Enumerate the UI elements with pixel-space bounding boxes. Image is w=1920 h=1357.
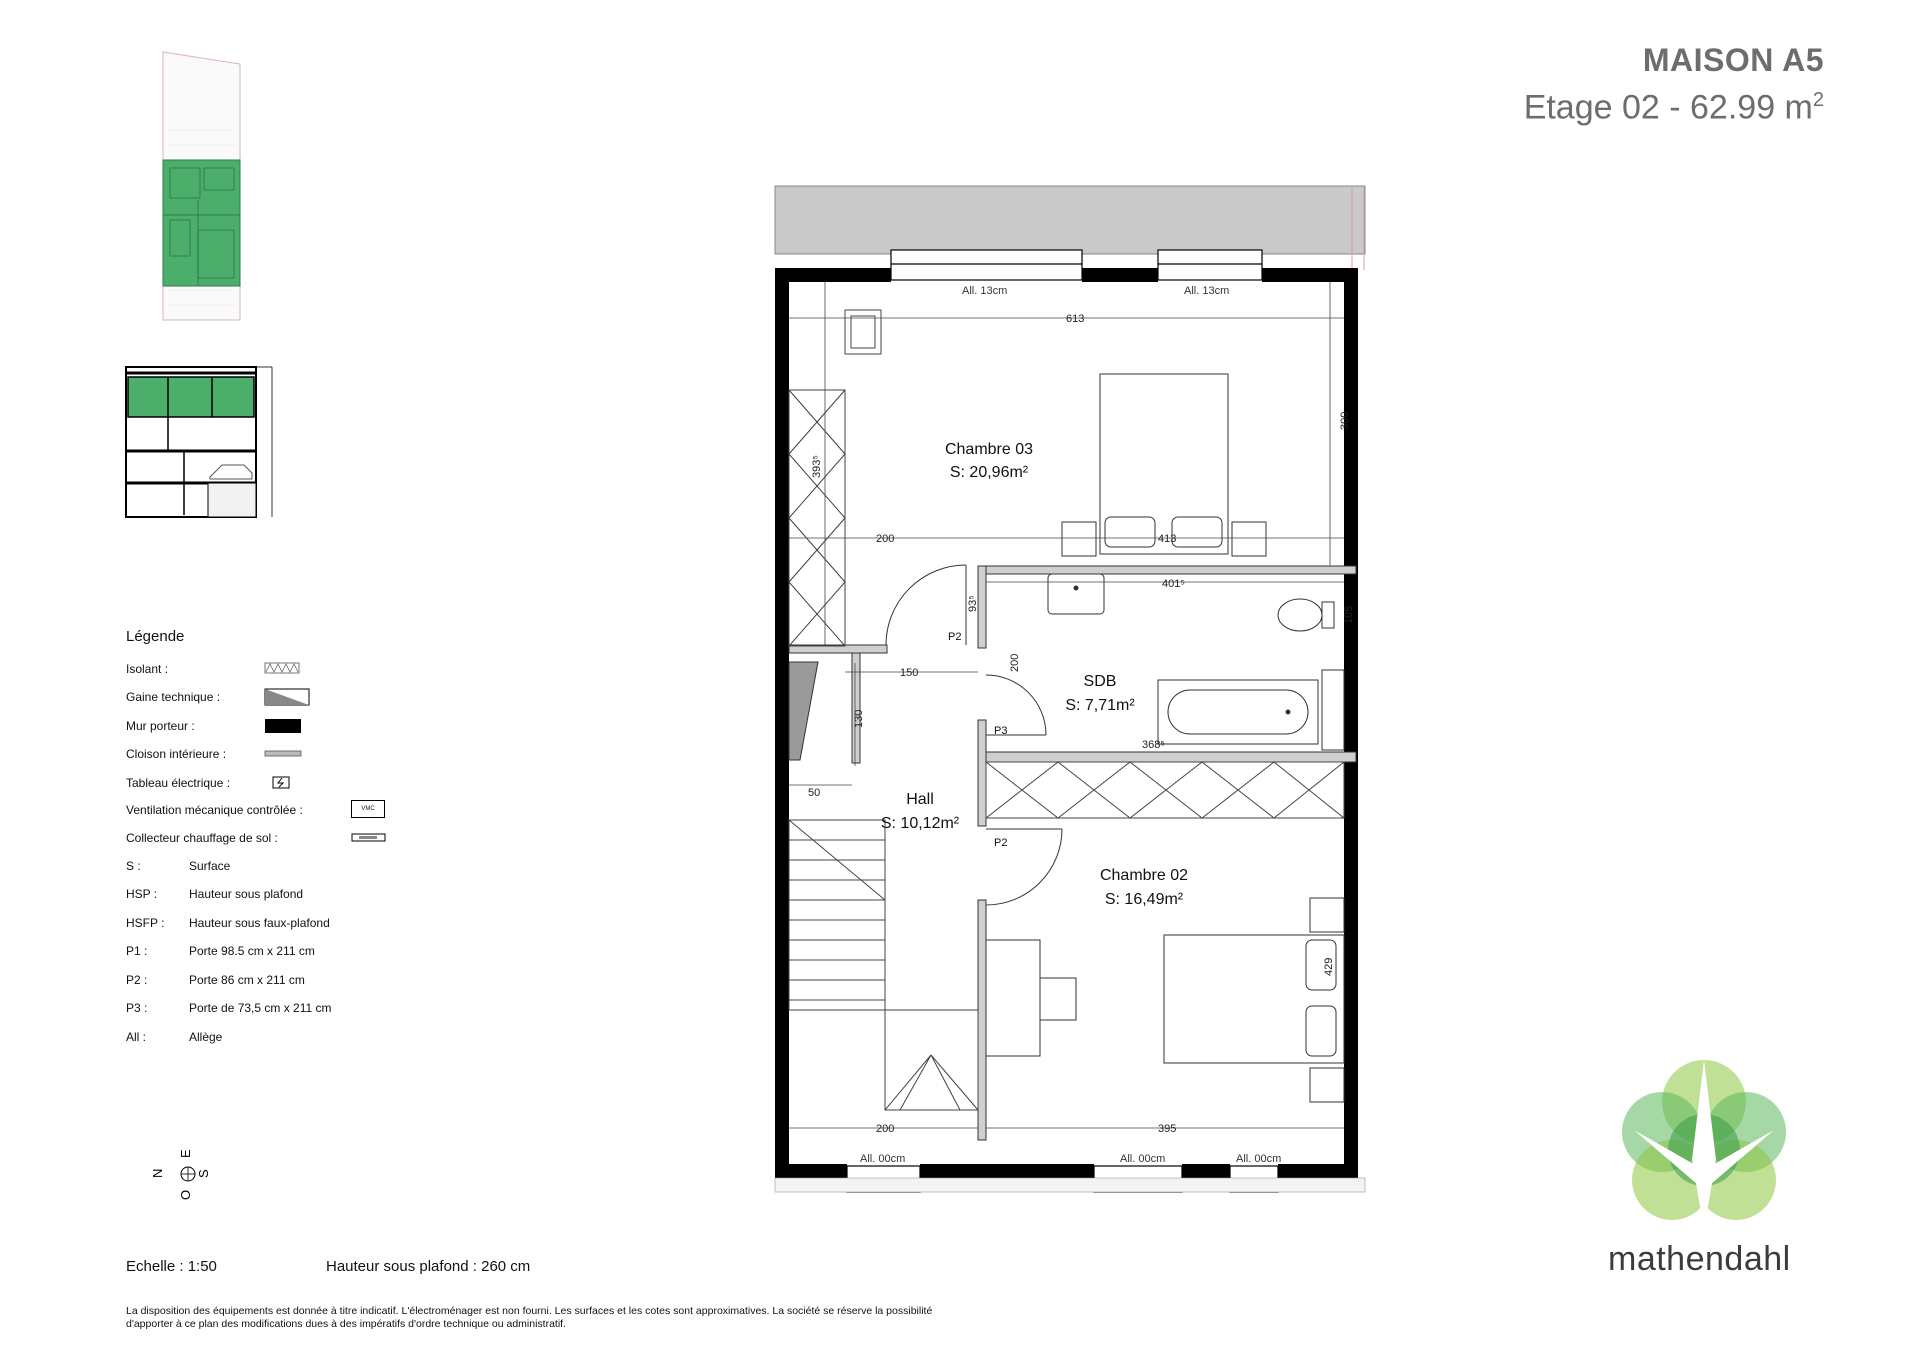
partition-walls [789, 566, 1356, 1140]
load-bearing-wall-icon [264, 718, 304, 734]
dim-label: 613 [1066, 313, 1085, 325]
stairs [789, 820, 978, 1110]
dim-label: 50 [808, 787, 821, 799]
wardrobe [789, 310, 881, 646]
legend-title: Légende [126, 628, 185, 645]
plan-title [1524, 40, 1824, 127]
dim-label: 395 [1158, 1123, 1177, 1135]
legend-item-tableau: Tableau électrique : [126, 776, 230, 790]
doors [886, 565, 1062, 905]
dim-label: 200 [1009, 653, 1021, 672]
legend-item-isolant: Isolant : [126, 662, 168, 676]
vmc-badge: VMC [351, 800, 385, 818]
toilet-icon [1278, 599, 1322, 631]
windows [847, 250, 1278, 1192]
legend-item-collecteur: Collecteur chauffage de sol : [126, 831, 278, 845]
dim-label: 105 [1343, 605, 1355, 624]
window-label: All. 00cm [860, 1153, 906, 1165]
disclaimer: La disposition des équipements est donnée à titre indicatif. L'électroménager est non fourni. Les surfaces et les cotes sont approximatives. La société se réserve la possibilité d'apporter à ce plan des modifications dues à des impératifs d'ordre technique ou administratif. [126, 1305, 933, 1330]
room-area-sdb: S: 7,71m² [1065, 697, 1135, 714]
dim-label: 300 [1339, 411, 1351, 430]
door-label: P2 [948, 631, 962, 643]
dim-label: 429 [1323, 957, 1335, 976]
highlighted-unit [163, 160, 240, 286]
window-label: All. 13cm [1184, 285, 1230, 297]
dimension-labels [808, 313, 1355, 1135]
brand-name: mathendahl [1608, 1240, 1791, 1278]
floor-heating-collector-icon [351, 833, 387, 843]
dim-label: 150 [900, 667, 919, 679]
legend: Légende Isolant : Gaine technique : Mur porteur : Cloison intérieure : Tableau électrique : Ventilation mécanique contrôlée : VMC Collecteur chauffage de sol : S : Surface HSP : Hauteur sous plafond HSFP : Hauteur sous faux-plafond P1 : Porte 98.5 cm x 211 cm P2 : Porte 86 cm x 211 cm P3 : Porte de 73,5 cm x 211 cm All : Allège [126, 628, 426, 1048]
door-label: P3 [994, 725, 1008, 737]
legend-item-gaine: Gaine technique : [126, 690, 220, 704]
technical-shaft-icon [264, 688, 312, 706]
door-label: P2 [994, 837, 1008, 849]
compass-east: E [178, 1149, 193, 1158]
dim-label: 401⁵ [1162, 578, 1185, 590]
scale-label: Echelle : 1:50 [126, 1258, 217, 1275]
ceiling-height-label: Hauteur sous plafond : 260 cm [326, 1258, 531, 1275]
compass-west: O [178, 1189, 193, 1200]
window-label: All. 00cm [1120, 1153, 1166, 1165]
partition-wall-icon [264, 749, 304, 759]
bed [1164, 898, 1344, 1102]
room-area-chambre-03: S: 20,96m² [949, 464, 1029, 481]
legend-item-vmc: Ventilation mécanique contrôlée : VMC [126, 803, 303, 817]
room-name-chambre-03: Chambre 03 [944, 441, 1034, 458]
legend-item-cloison: Cloison intérieure : [126, 747, 226, 761]
wardrobe [986, 762, 1344, 818]
window-label: All. 00cm [1236, 1153, 1282, 1165]
legend-item-mur-porteur: Mur porteur : [126, 719, 195, 733]
dim-label: 93⁵ [967, 595, 979, 612]
room-area-hall: S: 10,12m² [880, 815, 960, 832]
compass-south: S [196, 1169, 211, 1178]
dim-label: 368⁵ [1142, 739, 1165, 751]
window-labels [860, 285, 1281, 1165]
compass-north: N [150, 1168, 165, 1178]
room-name-hall: Hall [906, 791, 934, 808]
room-name-sdb: SDB [1083, 673, 1117, 690]
house-name: MAISON A5 [1642, 42, 1824, 78]
desk [986, 940, 1076, 1056]
dim-label: 393⁵ [811, 455, 823, 478]
insulation-icon [264, 662, 300, 674]
section-thumbnail [124, 365, 274, 520]
bathroom-fixtures [1048, 574, 1344, 750]
bed [1062, 374, 1266, 556]
floor-plan [760, 180, 1380, 1220]
compass [148, 1140, 228, 1210]
room-labels [881, 441, 1188, 908]
window-label: All. 13cm [962, 285, 1008, 297]
electrical-panel-icon [272, 776, 292, 790]
site-plan-thumbnail [158, 50, 248, 325]
dim-label: 130 [853, 709, 865, 728]
dim-label: 200 [876, 533, 895, 545]
brand-logo-icon [1604, 1040, 1804, 1240]
floor-label: Etage 02 - 62.99 $m^2$ [1523, 88, 1824, 127]
sink-icon [1048, 574, 1104, 614]
terrace [775, 186, 1365, 254]
room-area-chambre-02: S: 16,49m² [1104, 891, 1184, 908]
technical-shaft [789, 662, 818, 760]
dim-label: 200 [876, 1123, 895, 1135]
room-name-chambre-02: Chambre 02 [1099, 867, 1189, 884]
dim-label: 413 [1158, 533, 1177, 545]
